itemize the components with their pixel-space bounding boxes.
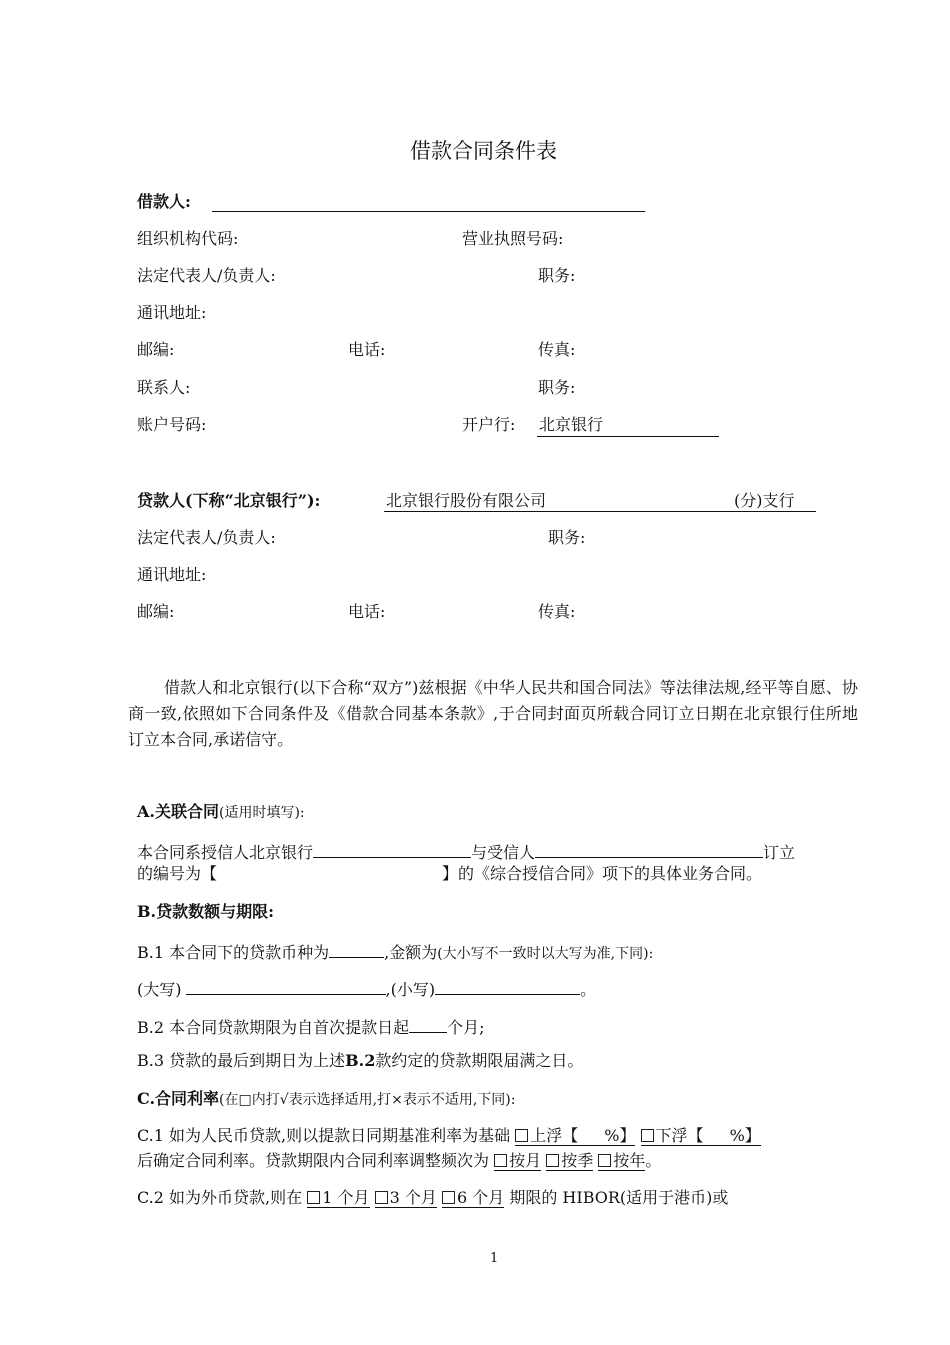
six-month-label: 6 个月 <box>456 1188 505 1207</box>
monthly-option[interactable] <box>494 1151 541 1171</box>
c1-a: C.1 如为人民币贷款,则以提款日同期基准利率为基础 <box>137 1126 511 1145</box>
section-a-line2-a: 的编号为【 <box>137 864 218 883</box>
borrower-phone-label: 电话: <box>348 340 386 359</box>
section-c-heading-line <box>137 1091 515 1107</box>
b2-b: 个月; <box>447 1018 485 1037</box>
upper-label: (大写) <box>137 980 182 999</box>
section-c2-line <box>137 1190 728 1206</box>
three-month-label: 3 个月 <box>389 1188 437 1207</box>
lender-branch-suffix: (分)支行 <box>734 491 795 510</box>
section-b1-amount-line <box>137 978 596 998</box>
yearly-checkbox[interactable] <box>598 1154 611 1167</box>
section-a-line1-b: 与受信人 <box>471 843 536 862</box>
page-number: 1 <box>490 1251 499 1266</box>
section-b1-line <box>137 941 653 961</box>
section-b3-line <box>137 1053 583 1069</box>
lender-fax-label: 传真: <box>538 602 576 621</box>
borrower-fax-label: 传真: <box>538 340 576 359</box>
page-title: 借款合同条件表 <box>410 139 557 163</box>
contact-position-label: 职务: <box>538 378 576 397</box>
float-down-option[interactable] <box>641 1126 761 1146</box>
section-a-line1-c: 订立 <box>763 843 796 862</box>
float-up-checkbox[interactable] <box>515 1129 528 1142</box>
c2-b: 期限的 HIBOR(适用于港币)或 <box>509 1188 729 1207</box>
section-a-line1-a: 本合同系授信人北京银行 <box>137 843 314 862</box>
three-month-option[interactable] <box>375 1188 437 1208</box>
float-up-label: 上浮【 <box>530 1126 579 1145</box>
b1-note: (大小写不一致时以大写为准,下同): <box>437 946 654 962</box>
section-b-heading: B.贷款数额与期限: <box>137 902 275 921</box>
borrower-position-label: 职务: <box>538 266 576 285</box>
c1-end: 。 <box>645 1151 662 1170</box>
lower-amount-blank <box>435 978 580 995</box>
lender-position-label: 职务: <box>548 528 586 547</box>
quarterly-label: 按季 <box>561 1151 594 1170</box>
yearly-option[interactable] <box>598 1151 645 1171</box>
upper-comma: , <box>385 980 391 999</box>
b3-a: B.3 贷款的最后到期日为上述 <box>137 1051 346 1070</box>
b1-b: ,金额为 <box>384 943 438 962</box>
borrower-address-label: 通讯地址: <box>137 303 207 322</box>
float-up-option[interactable] <box>515 1126 635 1146</box>
currency-blank <box>329 941 384 958</box>
float-down-pct: %】 <box>729 1126 761 1145</box>
lender-label: 贷款人(下称“北京银行”): <box>137 491 321 510</box>
c1-line2-text: 后确定合同利率。贷款期限内合同利率调整频次为 <box>137 1151 490 1170</box>
one-month-option[interactable] <box>307 1188 369 1208</box>
bank-value-line <box>537 436 719 437</box>
six-month-checkbox[interactable] <box>442 1191 455 1204</box>
section-c1-line2 <box>137 1153 661 1169</box>
borrower-legal-rep-label: 法定代表人/负责人: <box>137 266 276 285</box>
bank-value: 北京银行 <box>539 415 604 434</box>
section-c-heading: C.合同利率 <box>137 1089 220 1108</box>
lender-name-line <box>384 511 816 512</box>
debtor-blank <box>535 841 763 858</box>
b3-b: 款约定的贷款期限届满之日。 <box>375 1051 584 1070</box>
quarterly-checkbox[interactable] <box>546 1154 559 1167</box>
b1-a: B.1 本合同下的贷款币种为 <box>137 943 330 962</box>
section-a-line2-b: 】的《综合授信合同》项下的具体业务合同。 <box>442 864 763 883</box>
lender-postcode-label: 邮编: <box>137 602 175 621</box>
section-a-line2 <box>137 866 762 882</box>
section-a-heading: A.关联合同 <box>137 802 219 821</box>
lender-address-label: 通讯地址: <box>137 565 207 584</box>
lower-label: (小写) <box>390 980 436 999</box>
months-blank <box>409 1016 447 1033</box>
monthly-checkbox[interactable] <box>494 1154 507 1167</box>
section-c1-line1 <box>137 1128 761 1144</box>
account-no-label: 账户号码: <box>137 415 207 434</box>
section-b2-line <box>137 1016 485 1036</box>
contact-label: 联系人: <box>137 378 191 397</box>
float-down-label: 下浮【 <box>655 1126 704 1145</box>
three-month-checkbox[interactable] <box>375 1191 388 1204</box>
section-a-note: (适用时填写): <box>219 805 305 821</box>
one-month-checkbox[interactable] <box>307 1191 320 1204</box>
monthly-label: 按月 <box>509 1151 542 1170</box>
bank-label: 开户行: <box>462 415 516 434</box>
b3-ref: B.2 <box>345 1051 376 1070</box>
upper-amount-blank <box>186 978 386 995</box>
quarterly-option[interactable] <box>546 1151 593 1171</box>
yearly-label: 按年 <box>613 1151 646 1170</box>
borrower-postcode-label: 邮编: <box>137 340 175 359</box>
six-month-option[interactable] <box>442 1188 504 1208</box>
float-down-checkbox[interactable] <box>641 1129 654 1142</box>
borrower-name-line <box>212 211 645 212</box>
section-a-line1 <box>137 841 795 861</box>
c2-a: C.2 如为外币贷款,则在 <box>137 1188 303 1207</box>
one-month-label: 1 个月 <box>322 1188 370 1207</box>
section-c-note: (在□内打√表示选择适用,打×表示不适用,下同): <box>219 1092 516 1108</box>
license-no-label: 营业执照号码: <box>462 229 564 248</box>
org-code-label: 组织机构代码: <box>137 229 239 248</box>
intro-paragraph: 借款人和北京银行(以下合称“双方”)兹根据《中华人民共和国合同法》等法律法规,经平等自愿、协商一致,依照如下合同条件及《借款合同基本条款》,于合同封面页所载合同订立日期在北京银行住所地订立本合同,承诺信守。 <box>128 678 858 749</box>
lender-name-value: 北京银行股份有限公司 <box>386 491 547 510</box>
amount-period: 。 <box>580 980 597 999</box>
borrower-label: 借款人: <box>137 192 191 211</box>
b2-a: B.2 本合同贷款期限为自首次提款日起 <box>137 1018 410 1037</box>
lender-phone-label: 电话: <box>348 602 386 621</box>
lender-legal-rep-label: 法定代表人/负责人: <box>137 528 276 547</box>
section-a-heading-line <box>137 804 305 820</box>
float-up-pct: %】 <box>604 1126 636 1145</box>
creditor-blank <box>313 841 471 858</box>
